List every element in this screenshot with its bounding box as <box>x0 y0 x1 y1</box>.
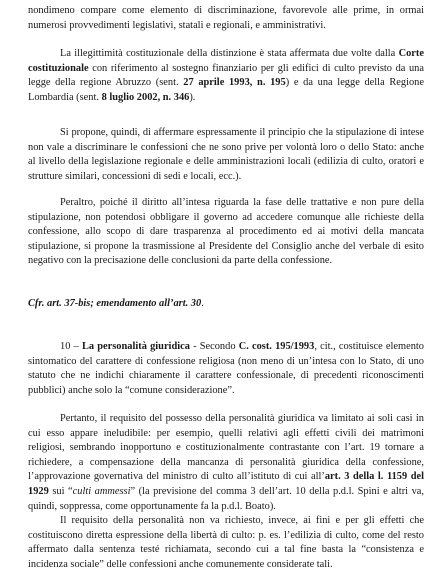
paragraph-personalita-giuridica <box>28 340 424 398</box>
text-run: Il requisito della personalità non va richiesto, invece, ai fini e per gli effetti che costituiscono diretta espressione della libertà di culto: p. es. l’edilizia di culto, come del resto affermato dalla sentenza testé richiamata, secondo cui a tal fine basta la “consistenza e incidenza sociale” delle confessioni anche comunemente considerate tali. <box>28 515 424 570</box>
text-run: , cit., costituisce elemento sintomatico del carattere di confessione religiosa (non meno di un’intesa con lo Stato, di uno statuto che ne indichi chiaramente il carattere confessionale, di precedenti riconoscimenti pubblici) anche solo la “comune considerazione”. <box>28 341 424 396</box>
text-run: Si propone, quindi, di affermare espressamente il principio che la stipulazione di intese non vale a discriminare le confessioni che ne sono prive per volontà loro o dello Stato: anche al livello della legislazione regionale e delle amministrazioni locali (edilizia di culto, oratori e strutture similari, concessioni di sedi e locali, ecc.). <box>28 127 424 182</box>
emphasized-text: 27 aprile 1993, n. 195 <box>183 77 286 89</box>
text-run: nondimeno compare come elemento di discriminazione, favorevole alle prime, in ormai numerosi provvedimenti legislativi, statali e regionali, e amministrativi. <box>28 5 424 31</box>
emphasized-text: Corte costituzionale <box>28 48 424 74</box>
emphasized-text: Cfr. art. 37-bis; emendamento all’art. 30 <box>28 298 202 309</box>
paragraph-diritto-intesa <box>28 196 424 269</box>
text-run: ). <box>189 91 196 103</box>
emphasized-text: 8 luglio 2002, n. 346 <box>101 91 190 103</box>
paragraph-requisito-non-richiesto <box>28 514 424 572</box>
text-run: . <box>201 298 204 309</box>
paragraph-constitutional-court <box>28 47 424 105</box>
text-run: con riferimento al sostegno finanziario per gli edifici di culto previsto da una legge della regione Abruzzo (sent. <box>28 62 424 89</box>
text-run: - Secondo <box>189 341 239 352</box>
text-run: ) e da una legge della Regione Lombardia (sent. <box>28 77 424 103</box>
emphasized-text: art. 3 della l. 1159 del 1929 <box>28 471 424 497</box>
text-run: 10 – <box>60 341 82 352</box>
emphasized-text: C. cost. 195/1993 <box>238 341 315 352</box>
emphasized-text: culti ammessi <box>72 485 131 497</box>
paragraph-proposal-intese <box>28 126 424 184</box>
paragraph-cross-reference <box>28 297 424 312</box>
paragraph-requisito-possesso <box>28 412 424 514</box>
text-run: Pertanto, il requisito del possesso della personalità giuridica va limitato ai soli casi in cui esso appare ineludibile: per esempio, quelli relativi agli effetti civili dei matrimoni religiosi, sembrando inopportuno e costituzionalmente contrastante con l’art. 19 tornare a richiedere, a compensazione della mancanza di personalità giuridica della confessione, l’approvazione governativa del ministro di culto all’istituto di cui all’ <box>28 413 424 483</box>
paragraph-continuation <box>28 4 424 33</box>
emphasized-text: La personalità giuridica <box>81 341 190 352</box>
text-run: La illegittimità costituzionale della distinzione è stata affermata due volte dalla <box>60 48 399 59</box>
text-run: sui “ <box>48 485 73 497</box>
text-run: ” (la previsione del comma 3 dell’art. 10 della p.d.l. Spini e altri va, quindi, soppressa, come opportunamente fa la p.d.l. Boato). <box>28 485 425 512</box>
text-run: Peraltro, poiché il diritto all’intesa riguarda la fase delle trattative e non pure della stipulazione, non potendosi obbligare il governo ad accedere comunque alle richieste della confessione, allo scopo di dare trasparenza al procedimento ed ai motivi della mancata stipulazione, si propone la trasmissione al Presidente del Consiglio anche del verbale di esito negativo con la precisazione delle conclusioni da parte della confessione. <box>28 197 424 267</box>
